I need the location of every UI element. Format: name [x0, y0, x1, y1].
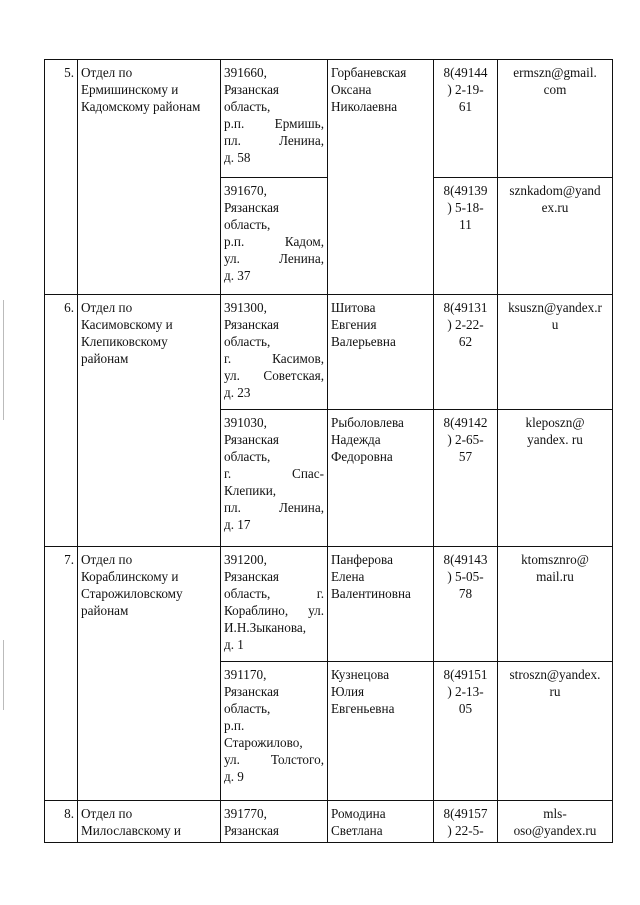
phone-number: [434, 178, 498, 295]
email-address-line: oso@yandex.ru: [513, 823, 597, 838]
contact-name-line: Валерьевна: [331, 334, 396, 349]
phone-number-line: ) 5-18-: [447, 200, 484, 215]
address-cell-line: ул. Толстого,: [224, 752, 324, 767]
phone-number-line: 11: [459, 217, 472, 232]
table-row: [45, 60, 613, 178]
email-address-line: com: [543, 82, 567, 97]
email-address-line: ru: [549, 684, 561, 699]
phone-number-line: 8(49151: [443, 667, 488, 682]
email-address: [498, 60, 613, 178]
contact-name: [328, 801, 434, 843]
department-name: [78, 295, 221, 547]
phone-number-line: ) 2-65-: [447, 432, 484, 447]
row-number: 7.: [45, 547, 78, 801]
address-cell-line: Рязанская: [224, 569, 279, 584]
department-name: [78, 801, 221, 843]
address-cell-line: Рязанская: [224, 82, 279, 97]
row-number: 8.: [45, 801, 78, 843]
address-cell-line: Рязанская: [224, 317, 279, 332]
contact-name-line: Ромодина: [331, 806, 386, 821]
email-address: [498, 662, 613, 801]
address-cell-line: 391200,: [224, 552, 267, 567]
address-cell-line: И.Н.Зыканова,: [224, 620, 307, 635]
contact-name-line: Евгеньевна: [331, 701, 395, 716]
contact-name-line: Елена: [331, 569, 365, 584]
contact-name-line: Федоровна: [331, 449, 393, 464]
address-cell-line: область, г.: [224, 586, 324, 601]
phone-number: [434, 547, 498, 662]
address-cell-line: область,: [224, 99, 271, 114]
address-cell-line: пл. Ленина,: [224, 133, 324, 148]
contact-name: [328, 547, 434, 662]
address-cell-line: Рязанская: [224, 200, 279, 215]
contact-name-line: Горбаневская: [331, 65, 407, 80]
email-address-line: mls-: [543, 806, 567, 821]
phone-number: [434, 801, 498, 843]
email-address: [498, 801, 613, 843]
phone-number-line: 8(49142: [443, 415, 488, 430]
phone-number-line: 8(49131: [443, 300, 488, 315]
phone-number: [434, 662, 498, 801]
email-address-line: yandex. ru: [527, 432, 583, 447]
address-cell-line: Кораблино, ул.: [224, 603, 324, 618]
address-cell-line: 391770,: [224, 806, 267, 821]
contact-name-line: Валентиновна: [331, 586, 411, 601]
contact-name-line: Панферова: [331, 552, 393, 567]
address-cell: [221, 410, 328, 547]
department-name-line: районам: [81, 351, 129, 366]
address-cell-line: Старожилово,: [224, 735, 303, 750]
address-cell-line: д. 1: [224, 637, 244, 652]
address-cell-line: Рязанская: [224, 684, 279, 699]
phone-number-line: ) 2-22-: [447, 317, 484, 332]
contact-name-line: Шитова: [331, 300, 376, 315]
address-cell-line: 391030,: [224, 415, 267, 430]
address-cell-line: д. 37: [224, 268, 251, 283]
email-address-line: ermszn@gmail.: [513, 65, 597, 80]
address-cell-line: область,: [224, 449, 271, 464]
email-address-line: sznkadom@yand: [509, 183, 601, 198]
contact-name: [328, 60, 434, 295]
phone-number-line: ) 2-19-: [447, 82, 484, 97]
address-cell-line: область,: [224, 701, 271, 716]
phone-number-line: 57: [458, 449, 473, 464]
address-cell-line: д. 23: [224, 385, 251, 400]
address-cell-line: 391660,: [224, 65, 267, 80]
email-address-line: ex.ru: [541, 200, 569, 215]
phone-number-line: ) 5-05-: [447, 569, 484, 584]
address-cell-line: Рязанская: [224, 432, 279, 447]
phone-number-line: 8(49144: [443, 65, 488, 80]
email-address: [498, 547, 613, 662]
scan-artifact-line: [3, 300, 4, 420]
department-name-line: Отдел по: [81, 65, 133, 80]
phone-number-line: ) 2-13-: [447, 684, 484, 699]
contacts-table-body: [45, 60, 613, 843]
address-cell: [221, 295, 328, 410]
table-row: [45, 801, 613, 843]
phone-number-line: 61: [458, 99, 473, 114]
contact-name-line: Рыболовлева: [331, 415, 404, 430]
phone-number-line: 8(49157: [443, 806, 488, 821]
address-cell-line: р.п.: [224, 718, 245, 733]
contact-name-line: Надежда: [331, 432, 381, 447]
department-name: [78, 60, 221, 295]
contact-name-line: Евгения: [331, 317, 377, 332]
department-name-line: Ермишинскому и: [81, 82, 179, 97]
email-address-line: ktomsznro@: [521, 552, 589, 567]
address-cell-line: пл. Ленина,: [224, 500, 324, 515]
address-cell-line: г. Касимов,: [224, 351, 324, 366]
contact-name: [328, 410, 434, 547]
address-cell-line: 391670,: [224, 183, 267, 198]
department-name: [78, 547, 221, 801]
address-cell-line: 391300,: [224, 300, 267, 315]
department-name-line: Кадомскому районам: [81, 99, 201, 114]
contact-name: [328, 662, 434, 801]
department-name-line: районам: [81, 603, 129, 618]
address-cell-line: р.п. Кадом,: [224, 234, 324, 249]
address-cell: [221, 801, 328, 843]
address-cell-line: д. 17: [224, 517, 251, 532]
phone-number-line: 8(49143: [443, 552, 488, 567]
contact-name-line: Светлана: [331, 823, 383, 838]
address-cell: [221, 60, 328, 178]
address-cell-line: область,: [224, 217, 271, 232]
contact-name-line: Юлия: [331, 684, 365, 699]
contact-name: [328, 295, 434, 410]
email-address: [498, 295, 613, 410]
address-cell-line: ул. Советская,: [224, 368, 324, 383]
department-name-line: Касимовскому и: [81, 317, 173, 332]
email-address: [498, 178, 613, 295]
email-address-line: mail.ru: [536, 569, 574, 584]
address-cell-line: д. 9: [224, 769, 244, 784]
department-name-line: Старожиловскому: [81, 586, 183, 601]
address-cell-line: р.п. Ермишь,: [224, 116, 324, 131]
address-cell-line: область,: [224, 334, 271, 349]
address-cell-line: ул. Ленина,: [224, 251, 324, 266]
address-cell-line: 391170,: [224, 667, 267, 682]
contact-name-line: Оксана: [331, 82, 372, 97]
phone-number: [434, 410, 498, 547]
department-name-line: Отдел по: [81, 300, 133, 315]
address-cell-line: г. Спас-: [224, 466, 324, 481]
scan-artifact-line: [3, 640, 4, 710]
address-cell: [221, 547, 328, 662]
address-cell: [221, 662, 328, 801]
table-row: [45, 295, 613, 410]
email-address-line: u: [551, 317, 559, 332]
contact-name-line: Кузнецова: [331, 667, 390, 682]
email-address-line: stroszn@yandex.: [509, 667, 601, 682]
row-number: 5.: [45, 60, 78, 295]
department-name-line: Милославскому и: [81, 823, 181, 838]
department-name-line: Кораблинскому и: [81, 569, 179, 584]
phone-number-line: 62: [458, 334, 473, 349]
phone-number-line: 05: [458, 701, 473, 716]
department-name-line: Отдел по: [81, 552, 133, 567]
address-cell-line: Клепики,: [224, 483, 277, 498]
email-address: [498, 410, 613, 547]
table-row: [45, 547, 613, 662]
phone-number-line: ) 22-5-: [447, 823, 484, 838]
row-number: 6.: [45, 295, 78, 547]
department-name-line: Отдел по: [81, 806, 133, 821]
email-address-line: kleposzn@: [525, 415, 585, 430]
address-cell-line: Рязанская: [224, 823, 279, 838]
department-name-line: Клепиковскому: [81, 334, 168, 349]
contact-name-line: Николаевна: [331, 99, 398, 114]
phone-number-line: 8(49139: [443, 183, 488, 198]
address-cell-line: д. 58: [224, 150, 251, 165]
phone-number: [434, 60, 498, 178]
phone-number: [434, 295, 498, 410]
contacts-table: [44, 59, 613, 843]
address-cell: [221, 178, 328, 295]
email-address-line: ksuszn@yandex.r: [508, 300, 602, 315]
phone-number-line: 78: [458, 586, 473, 601]
